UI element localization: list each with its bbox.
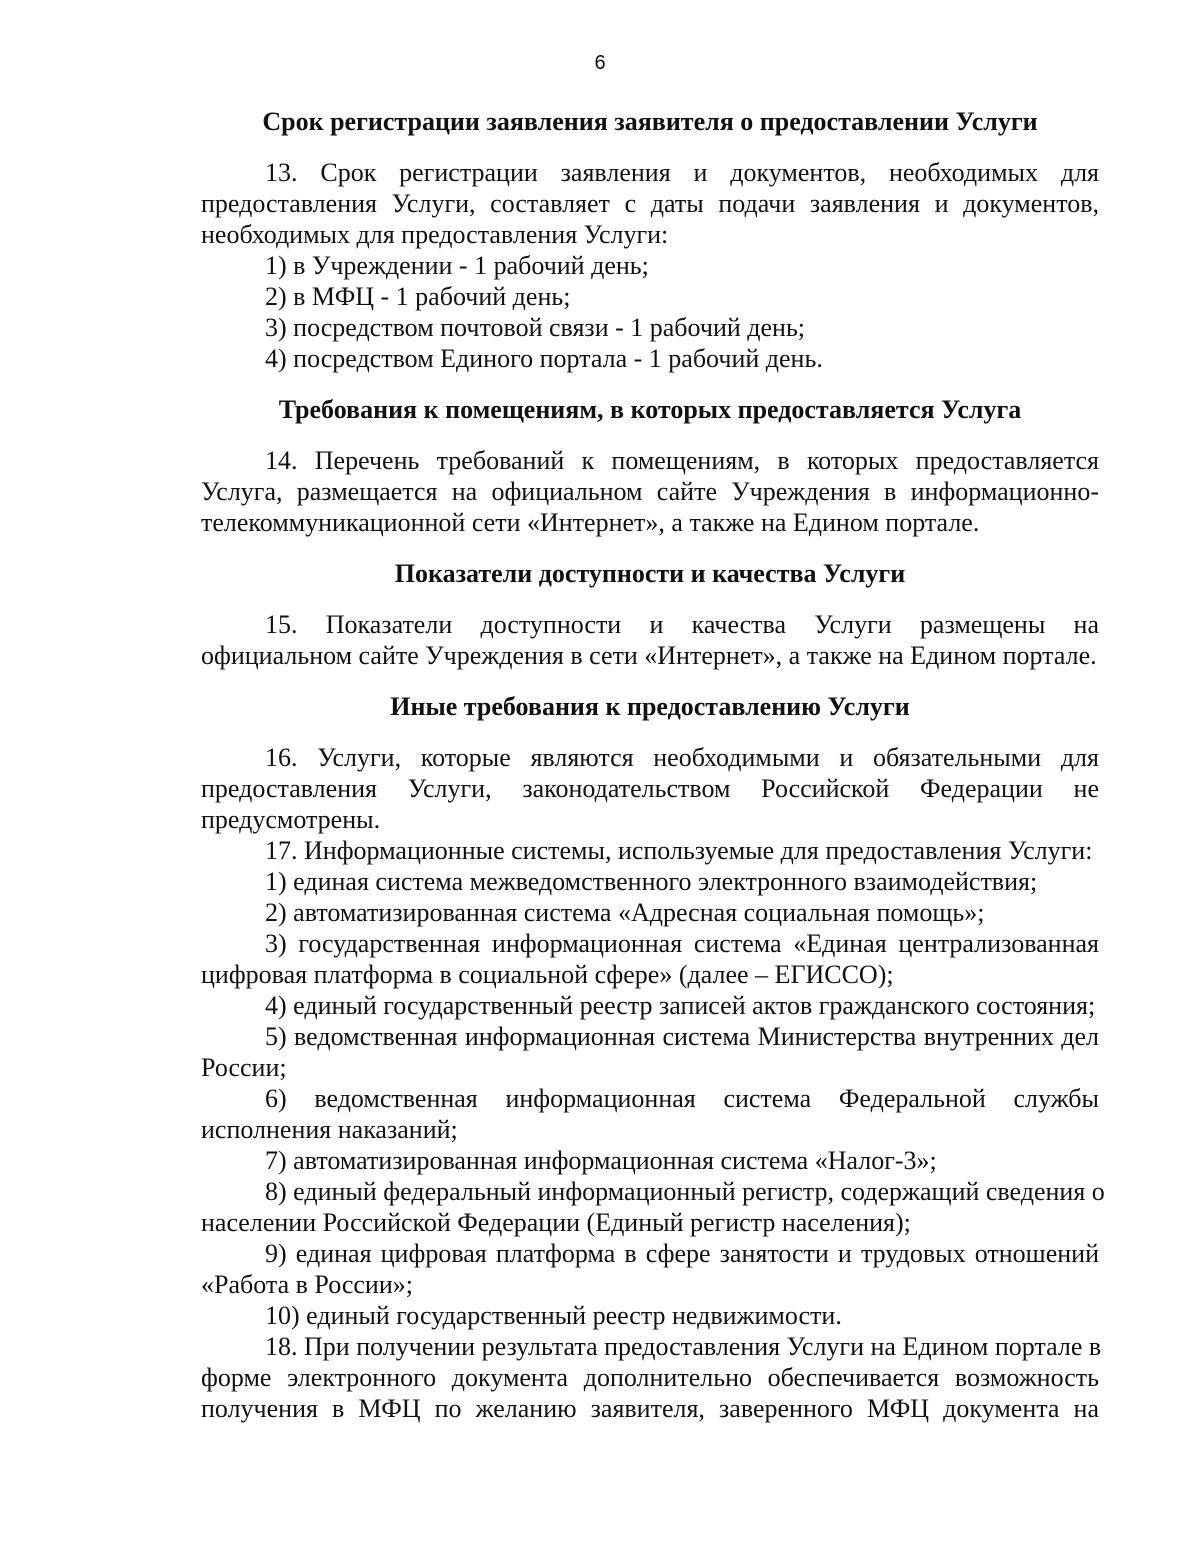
paragraph-14-line-1: 14. Перечень требований к помещениям, в которых предоставляется <box>265 446 1099 475</box>
list-item-13-4: 4) посредством Единого портала - 1 рабочий день. <box>265 344 823 373</box>
paragraph-16-line-2: предоставления Услуги, законодательством Российской Федерации не <box>201 774 1099 803</box>
paragraph-18-line-2: форме электронного документа дополнительно обеспечивается возможность <box>201 1363 1099 1392</box>
paragraph-14-line-3: телекоммуникационной сети «Интернет», а также на Едином портале. <box>201 508 980 537</box>
paragraph-16-line-1: 16. Услуги, которые являются необходимыми и обязательными для <box>265 743 1099 772</box>
page-content <box>201 106 1105 1424</box>
section-heading-premises: Требования к помещениям, в которых предоставляется Услуга <box>278 395 1022 424</box>
system-item-3-line-1: 3) государственная информационная система «Единая централизованная <box>265 929 1099 958</box>
system-item-1: 1) единая система межведомственного электронного взаимодействия; <box>265 867 1038 896</box>
paragraph-17: 17. Информационные системы, используемые для предоставления Услуги: <box>265 836 1093 865</box>
paragraph-15-line-2: официальном сайте Учреждения в сети «Интернет», а также на Едином портале. <box>201 641 1097 670</box>
section-heading-registration: Срок регистрации заявления заявителя о предоставлении Услуги <box>262 107 1038 136</box>
list-item-13-1: 1) в Учреждении - 1 рабочий день; <box>265 251 649 280</box>
system-item-8-line-1: 8) единый федеральный информационный регистр, содержащий сведения о <box>265 1177 1105 1206</box>
system-item-5-line-1: 5) ведомственная информационная система Министерства внутренних дел <box>265 1022 1099 1051</box>
system-item-9-line-2: «Работа в России»; <box>201 1270 413 1299</box>
list-item-13-3: 3) посредством почтовой связи - 1 рабочий день; <box>265 313 806 342</box>
paragraph-18-line-3: получения в МФЦ по желанию заявителя, заверенного МФЦ документа на <box>201 1394 1099 1423</box>
paragraph-13-line-1: 13. Срок регистрации заявления и документов, необходимых для <box>265 158 1099 187</box>
system-item-3-line-2: цифровая платформа в социальной сфере» (далее – ЕГИССО); <box>201 960 894 989</box>
system-item-6-line-1: 6) ведомственная информационная система Федеральной службы <box>265 1084 1099 1113</box>
system-item-6-line-2: исполнения наказаний; <box>201 1115 458 1144</box>
system-item-10: 10) единый государственный реестр недвижимости. <box>265 1301 842 1330</box>
system-item-7: 7) автоматизированная информационная система «Налог-3»; <box>265 1146 937 1175</box>
paragraph-13-line-3: необходимых для предоставления Услуги: <box>201 220 669 249</box>
paragraph-13-line-2: предоставления Услуги, составляет с даты подачи заявления и документов, <box>201 189 1099 218</box>
system-item-9-line-1: 9) единая цифровая платформа в сфере занятости и трудовых отношений <box>265 1239 1099 1268</box>
system-item-5-line-2: России; <box>201 1053 287 1082</box>
system-item-4: 4) единый государственный реестр записей актов гражданского состояния; <box>265 991 1096 1020</box>
paragraph-16-line-3: предусмотрены. <box>201 805 381 834</box>
page-number: 6 <box>594 52 606 74</box>
list-item-13-2: 2) в МФЦ - 1 рабочий день; <box>265 282 571 311</box>
section-heading-accessibility: Показатели доступности и качества Услуги <box>394 559 906 588</box>
paragraph-18-line-1: 18. При получении результата предоставления Услуги на Едином портале в <box>265 1332 1102 1361</box>
paragraph-14-line-2: Услуга, размещается на официальном сайте Учреждения в информационно- <box>201 477 1099 506</box>
system-item-2: 2) автоматизированная система «Адресная социальная помощь»; <box>265 898 985 927</box>
section-heading-other-requirements: Иные требования к предоставлению Услуги <box>390 692 910 721</box>
system-item-8-line-2: населении Российской Федерации (Единый регистр населения); <box>201 1208 911 1237</box>
paragraph-15-line-1: 15. Показатели доступности и качества Услуги размещены на <box>265 610 1099 639</box>
